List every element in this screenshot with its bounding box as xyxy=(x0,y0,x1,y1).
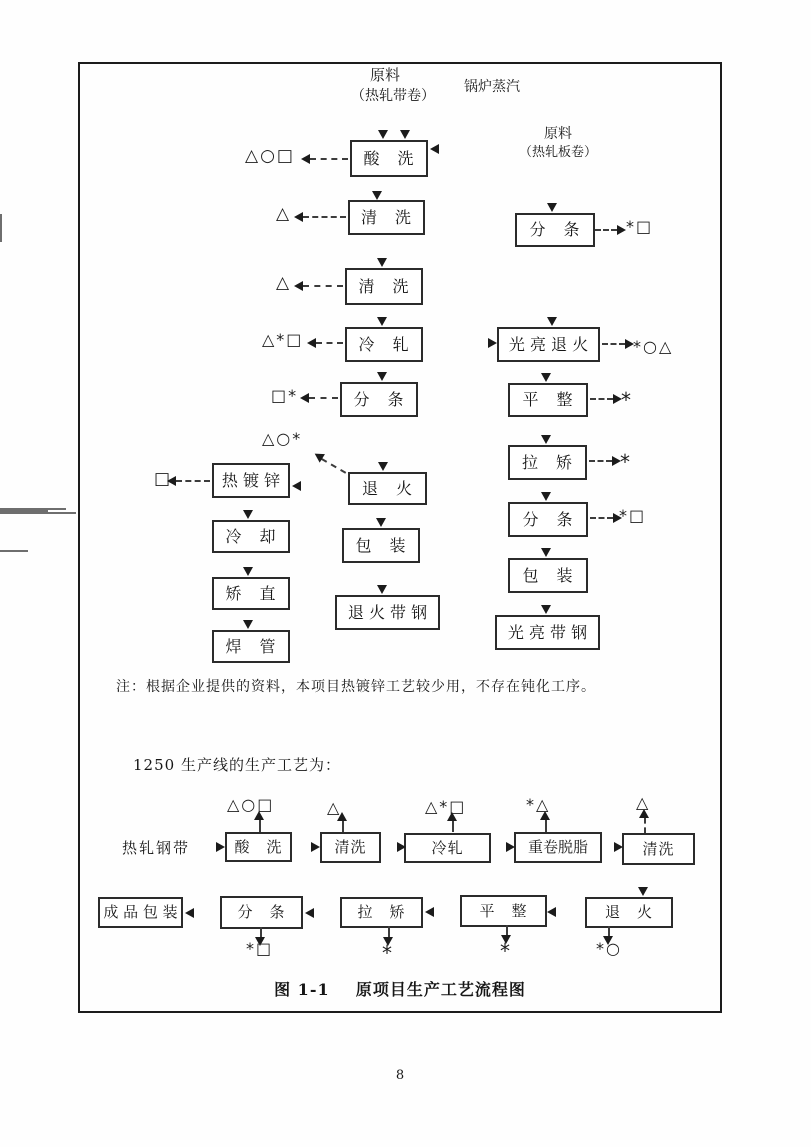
arrowhead-down xyxy=(501,935,511,944)
connector-line xyxy=(0,48,92,51)
process-box-straightening: 矫 直 xyxy=(212,577,290,610)
arrowhead-right xyxy=(613,394,622,404)
arrowhead-right xyxy=(311,842,320,852)
connector-line xyxy=(0,556,25,558)
connector-line xyxy=(0,490,2,508)
process-box-2-finished-packing: 成 品 包 装 xyxy=(98,897,183,928)
page-number: 8 xyxy=(395,1068,405,1083)
arrowhead-down xyxy=(377,372,387,381)
emission-symbols-annealing: △○* xyxy=(262,429,303,448)
connector-line xyxy=(0,23,3,48)
arrowhead-down xyxy=(541,435,551,444)
emission-symbols-2-leveling: * xyxy=(500,939,512,963)
arrowhead-down xyxy=(243,620,253,629)
emission-symbols-2-washing-2: △ xyxy=(636,793,651,812)
emission-symbols-2-annealing: *○ xyxy=(596,939,622,958)
arrowhead-down xyxy=(547,317,557,326)
emission-symbols-slitting-2: *□ xyxy=(626,217,654,236)
arrowhead-right xyxy=(614,842,623,852)
arrowhead-down xyxy=(541,605,551,614)
dashed-connector-line xyxy=(590,398,613,400)
dashed-connector-line xyxy=(590,517,613,519)
process-box-hot-galvanizing: 热 镀 锌 xyxy=(212,463,290,498)
process-box-2-tension-leveling: 拉 矫 xyxy=(340,897,423,928)
arrowhead-left xyxy=(294,212,303,222)
emission-symbols-2-tension-leveling: * xyxy=(382,941,394,965)
connector-line xyxy=(0,473,2,490)
source-label-hot-rolled-plate-coil-line2: （热轧板卷） xyxy=(518,145,597,160)
arrowhead-right xyxy=(625,339,634,349)
connector-line xyxy=(0,195,2,214)
diagram-note: 注：根据企业提供的资料，本项目热镀锌工艺较少用，不存在钝化工序。 xyxy=(116,679,596,695)
process-box-2-annealing: 退 火 xyxy=(585,897,673,928)
dashed-connector-line xyxy=(259,820,261,832)
dashed-connector-line xyxy=(342,821,344,832)
arrowhead-left xyxy=(305,908,314,918)
process-box-annealing: 退 火 xyxy=(348,472,427,505)
boiler-steam-label: 锅炉蒸汽 xyxy=(464,79,520,95)
connector-line xyxy=(0,280,2,296)
connector-line xyxy=(0,414,2,431)
arrowhead-left xyxy=(430,144,439,154)
process-box-packing-1: 包 装 xyxy=(342,528,420,563)
dashed-connector-line xyxy=(545,820,547,832)
arrowhead-right xyxy=(216,842,225,852)
arrowhead-left xyxy=(301,154,310,164)
source-label-hot-rolled-strip-coil-line2: （热轧带卷） xyxy=(351,88,435,104)
process-box-leveling-1: 平 整 xyxy=(508,383,588,417)
arrowhead-down xyxy=(376,518,386,527)
connector-line xyxy=(0,525,2,550)
arrowhead-right xyxy=(612,456,621,466)
arrowhead-left xyxy=(547,907,556,917)
connector-line xyxy=(0,64,2,81)
connector-line xyxy=(0,431,2,455)
arrowhead-right xyxy=(617,225,626,235)
emission-symbols-washing-2: △ xyxy=(276,273,292,293)
arrowhead-left xyxy=(300,393,309,403)
arrowhead-up xyxy=(639,809,649,818)
arrowhead-left xyxy=(294,281,303,291)
arrowhead-right xyxy=(488,338,497,348)
arrowhead-down xyxy=(400,130,410,139)
emission-symbols-hot-galvanizing: □ xyxy=(154,469,173,489)
process-box-2-recoil-degreasing: 重卷脱脂 xyxy=(514,832,602,863)
connector-line xyxy=(0,296,2,338)
process-box-bright-strip: 光 亮 带 钢 xyxy=(495,615,600,650)
arrowhead-down xyxy=(541,492,551,501)
arrowhead-up xyxy=(254,811,264,820)
process-box-slitting-3: 分 条 xyxy=(508,502,588,537)
section2-heading: 1250 生产线的生产工艺为： xyxy=(133,756,341,774)
process-box-cold-rolling: 冷 轧 xyxy=(345,327,423,362)
arrowhead-down xyxy=(378,462,388,471)
source-label-hot-rolled-strip-coil-line1: 原料 xyxy=(369,66,400,84)
source-label-hot-rolled-plate-coil-line1: 原料 xyxy=(544,126,572,142)
arrowhead-right xyxy=(397,842,406,852)
dashed-connector-line xyxy=(309,397,338,399)
arrowhead-right xyxy=(613,513,622,523)
emission-symbols-2-washing-1: △ xyxy=(327,798,342,817)
emission-symbols-pickling: △○□ xyxy=(245,146,295,166)
arrowhead-down xyxy=(638,887,648,896)
arrowhead-down xyxy=(541,373,551,382)
connector-line xyxy=(0,81,3,110)
dashed-connector-line xyxy=(589,460,612,462)
emission-symbols-2-pickling: △○□ xyxy=(227,795,275,814)
arrowhead-up xyxy=(447,812,457,821)
emission-symbols-leveling-1: * xyxy=(621,388,633,412)
process-box-bright-annealing: 光 亮 退 火 xyxy=(497,327,600,362)
process-box-2-slitting: 分 条 xyxy=(220,896,303,929)
arrowhead-left xyxy=(167,476,176,486)
arrowhead-up xyxy=(540,811,550,820)
dashed-connector-line xyxy=(310,158,348,160)
connector-line xyxy=(0,51,3,64)
dashed-connector-line xyxy=(452,821,454,832)
dashed-connector-line xyxy=(595,229,617,231)
emission-symbols-cold-rolling: △*□ xyxy=(262,330,304,349)
emission-symbols-washing-1: △ xyxy=(276,204,292,224)
process-box-2-cold-rolling: 冷轧 xyxy=(404,833,491,863)
dashed-connector-line xyxy=(644,818,646,833)
dashed-connector-line xyxy=(303,285,343,287)
connector-line xyxy=(0,338,2,414)
arrowhead-down xyxy=(243,510,253,519)
emission-symbols-slitting-1: □* xyxy=(271,386,299,405)
dashed-connector-line xyxy=(316,342,343,344)
arrowhead-down xyxy=(377,258,387,267)
arrowhead-left xyxy=(425,907,434,917)
arrowhead-down xyxy=(243,567,253,576)
arrowhead-down xyxy=(377,317,387,326)
arrowhead-down xyxy=(603,936,613,945)
arrowhead-left xyxy=(292,481,301,491)
arrowhead-up xyxy=(337,812,347,821)
emission-symbols-2-slitting: *□ xyxy=(246,939,274,958)
arrowhead-left xyxy=(307,338,316,348)
emission-symbols-slitting-3: *□ xyxy=(619,506,647,525)
arrowhead-down xyxy=(541,548,551,557)
arrowhead-down xyxy=(378,130,388,139)
arrowhead-down xyxy=(372,191,382,200)
arrowhead-down xyxy=(377,585,387,594)
process-box-slitting-2: 分 条 xyxy=(515,213,595,247)
dashed-connector-line xyxy=(303,216,346,218)
connector-line xyxy=(0,260,2,280)
process-box-2-washing-2: 清洗 xyxy=(622,833,695,865)
process-box-pickling: 酸 洗 xyxy=(350,140,428,177)
process-box-2-pickling: 酸 洗 xyxy=(225,832,292,862)
arrowhead-left xyxy=(185,908,194,918)
process-box-pipe-welding: 焊 管 xyxy=(212,630,290,663)
arrowhead-right xyxy=(506,842,515,852)
emission-symbols-2-recoil-degreasing: *△ xyxy=(526,795,551,814)
connector-line xyxy=(0,110,3,128)
input-label-hot-rolled-steel-strip: 热轧钢带 xyxy=(122,839,191,857)
emission-symbols-2-cold-rolling: △*□ xyxy=(425,797,467,816)
arrowhead-down xyxy=(255,937,265,946)
connector-line xyxy=(0,128,3,144)
connector-line xyxy=(0,144,4,195)
process-box-cooling: 冷 却 xyxy=(212,520,290,553)
process-box-tension-leveling-1: 拉 矫 xyxy=(508,445,587,480)
connector-line xyxy=(0,214,2,242)
process-box-2-leveling: 平 整 xyxy=(460,895,547,927)
connector-line xyxy=(0,455,2,473)
process-box-washing-1: 清 洗 xyxy=(348,200,425,235)
arrowhead-down xyxy=(547,203,557,212)
dashed-connector-line xyxy=(176,480,210,482)
process-box-annealed-strip: 退 火 带 钢 xyxy=(335,595,440,630)
dashed-connector-line xyxy=(602,343,625,345)
arrowhead-down xyxy=(383,937,393,946)
process-box-packing-2: 包 装 xyxy=(508,558,588,593)
connector-line xyxy=(0,242,2,260)
process-box-slitting-1: 分 条 xyxy=(340,382,418,417)
connector-line xyxy=(0,0,2,23)
emission-symbols-tension-leveling-1: * xyxy=(620,450,632,474)
process-box-washing-2: 清 洗 xyxy=(345,268,423,305)
figure-caption: 图 1-1 原项目生产工艺流程图 xyxy=(274,980,526,999)
process-box-2-washing-1: 清洗 xyxy=(320,832,381,863)
emission-symbols-bright-annealing: *○△ xyxy=(633,337,674,356)
